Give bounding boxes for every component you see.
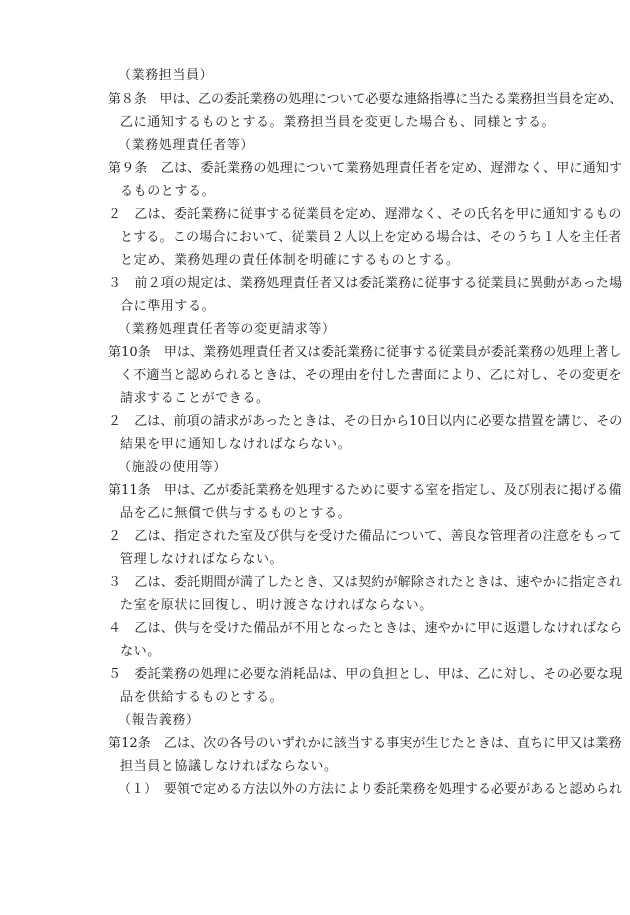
article-12-line-1: 第12条 乙は、次の各号のいずれかに該当する事実が生じたときは、直ちに甲又は業務: [108, 736, 622, 751]
article-9-para-2-line-3: と定め、業務処理の責任体制を明確にするものとする。: [120, 253, 460, 268]
article-11-para-2-line-1: ２ 乙は、指定された室及び供与を受けた備品について、善良な管理者の注意をもって: [108, 529, 622, 544]
article-11-para-3-line-1: ３ 乙は、委託期間が満了したとき、又は契約が解除されたときは、速やかに指定され: [108, 575, 622, 590]
article-9-line-2: るものとする。: [120, 184, 216, 199]
article-9-para-3-line-2: 合に準用する。: [120, 299, 216, 314]
heading-reporting-duty: （報告義務）: [118, 713, 200, 728]
article-8-line-1: 第８条 甲は、乙の委託業務の処理について必要な連絡指導に当たる業務担当員を定め、: [108, 92, 623, 107]
heading-change-request: （業務処理責任者等の変更請求等）: [118, 322, 336, 337]
article-9-line-1: 第９条 乙は、委託業務の処理について業務処理責任者を定め、遅滞なく、甲に通知す: [108, 161, 623, 176]
heading-facility-use: （施設の使用等）: [118, 460, 227, 475]
article-11-para-4-line-2: ない。: [120, 644, 161, 659]
article-12-item-1-line-1: （１） 要領で定める方法以外の方法により委託業務を処理する必要があると認められ: [118, 782, 622, 797]
article-12-line-2: 担当員と協議しなければならない。: [120, 759, 338, 774]
article-9-para-2-line-2: とする。この場合において、従業員２人以上を定める場合は、そのうち１人を主任者: [120, 230, 622, 245]
article-11-para-5-line-2: 品を供給するものとする。: [120, 690, 284, 705]
article-10-para-2-line-2: 結果を甲に通知しなければならない。: [120, 437, 352, 452]
article-11-para-3-line-2: た室を原状に回復し、明け渡さなければならない。: [120, 598, 433, 613]
article-9-para-3-line-1: ３ 前２項の規定は、業務処理責任者又は委託業務に従事する従業員に異動があった場: [108, 276, 623, 291]
heading-business-staff: （業務担当員）: [118, 68, 214, 83]
article-10-line-3: 請求することができる。: [120, 391, 270, 406]
article-10-para-2-line-1: ２ 乙は、前項の請求があったときは、その日から10日以内に必要な措置を講じ、その: [108, 414, 623, 429]
article-10-line-1: 第10条 甲は、業務処理責任者又は委託業務に従事する従業員が委託業務の処理上著し: [108, 345, 622, 360]
article-11-para-4-line-1: ４ 乙は、供与を受けた備品が不用となったときは、速やかに甲に返還しなければなら: [108, 621, 623, 636]
article-9-para-2-line-1: ２ 乙は、委託業務に従事する従業員を定め、遅滞なく、その氏名を甲に通知するもの: [108, 207, 622, 222]
article-10-line-2: く不適当と認められるときは、その理由を付した書面により、乙に対し、その変更を: [120, 368, 622, 383]
article-11-line-2: 品を乙に無償で供与するものとする。: [120, 506, 352, 521]
heading-responsible-person: （業務処理責任者等）: [118, 138, 255, 153]
article-11-para-5-line-1: ５ 委託業務の処理に必要な消耗品は、甲の負担とし、甲は、乙に対し、その必要な現: [108, 667, 623, 682]
article-8-line-2: 乙に通知するものとする。業務担当員を変更した場合も、同様とする。: [120, 115, 556, 130]
article-11-line-1: 第11条 甲は、乙が委託業務を処理するために要する室を指定し、及び別表に掲げる備: [108, 483, 622, 498]
article-11-para-2-line-2: 管理しなければならない。: [120, 552, 284, 567]
